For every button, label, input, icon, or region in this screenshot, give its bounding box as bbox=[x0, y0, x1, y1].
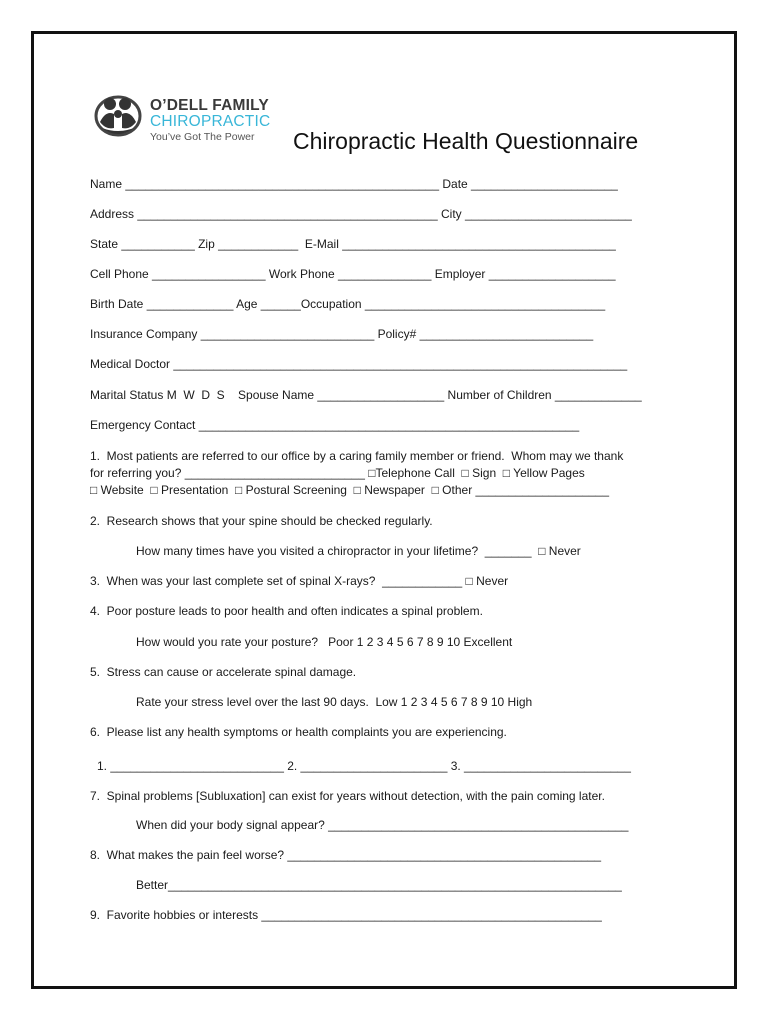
birth-age-occupation-field-row[interactable]: Birth Date _____________ Age ______Occupation ____________________________________ bbox=[90, 297, 606, 311]
question-1-text: 1. Most patients are referred to our office by a caring family member or friend. Whom may we thank bbox=[90, 449, 624, 463]
medical-doctor-field-row[interactable]: Medical Doctor ____________________________________________________________________ bbox=[90, 357, 628, 371]
question-9-hobbies-field[interactable]: 9. Favorite hobbies or interests ___________________________________________________ bbox=[90, 908, 602, 922]
page-title: Chiropractic Health Questionnaire bbox=[293, 128, 639, 154]
question-4-text: 4. Poor posture leads to poor health and often indicates a spinal problem. bbox=[90, 604, 483, 618]
question-5-text: 5. Stress can cause or accelerate spinal damage. bbox=[90, 665, 357, 679]
emergency-contact-field-row[interactable]: Emergency Contact _________________________________________________________ bbox=[90, 418, 580, 432]
phone-employer-field-row[interactable]: Cell Phone _________________ Work Phone ______________ Employer ___________________ bbox=[90, 267, 616, 281]
question-4-posture-scale[interactable]: How would you rate your posture? Poor 1 2 3 4 5 6 7 8 9 10 Excellent bbox=[136, 635, 513, 649]
family-silhouette-logo-icon bbox=[92, 92, 144, 138]
address-city-field-row[interactable]: Address _____________________________________________ City _________________________ bbox=[90, 207, 632, 221]
question-8-better-field[interactable]: Better____________________________________________________________________ bbox=[136, 878, 622, 892]
document-border bbox=[31, 31, 737, 989]
logo-name-line: O’DELL FAMILY bbox=[150, 97, 269, 114]
question-6-symptom-fields[interactable]: 1. __________________________ 2. ______________________ 3. _________________________ bbox=[97, 759, 631, 773]
insurance-policy-field-row[interactable]: Insurance Company __________________________ Policy# __________________________ bbox=[90, 327, 594, 341]
question-7-signal-field[interactable]: When did your body signal appear? _____________________________________________ bbox=[136, 818, 629, 832]
question-1-referral-options[interactable]: for referring you? ___________________________ □Telephone Call □ Sign □ Yellow Pages bbox=[90, 466, 585, 480]
question-5-stress-scale[interactable]: Rate your stress level over the last 90 days. Low 1 2 3 4 5 6 7 8 9 10 High bbox=[136, 695, 533, 709]
question-1-source-options[interactable]: □ Website □ Presentation □ Postural Screening □ Newspaper □ Other ____________________ bbox=[90, 483, 609, 497]
clinic-logo bbox=[92, 92, 277, 152]
question-2-visits-field[interactable]: How many times have you visited a chiropractor in your lifetime? _______ □ Never bbox=[136, 544, 581, 558]
question-7-text: 7. Spinal problems [Subluxation] can exist for years without detection, with the pain coming later. bbox=[90, 789, 605, 803]
state-zip-email-field-row[interactable]: State ___________ Zip ____________ E-Mail _________________________________________ bbox=[90, 237, 616, 251]
marital-spouse-children-field-row[interactable]: Marital Status M W D S Spouse Name ___________________ Number of Children _____________ bbox=[90, 388, 642, 402]
logo-tagline: You’ve Got The Power bbox=[150, 131, 255, 143]
question-8-worse-field[interactable]: 8. What makes the pain feel worse? _______________________________________________ bbox=[90, 848, 602, 862]
question-2-text: 2. Research shows that your spine should be checked regularly. bbox=[90, 514, 433, 528]
question-6-text: 6. Please list any health symptoms or health complaints you are experiencing. bbox=[90, 725, 507, 739]
name-date-field-row[interactable]: Name _______________________________________________ Date ______________________ bbox=[90, 177, 618, 191]
logo-subtitle-line: CHIROPRACTIC bbox=[150, 113, 271, 130]
question-3-xray-field[interactable]: 3. When was your last complete set of spinal X-rays? ____________ □ Never bbox=[90, 574, 509, 588]
